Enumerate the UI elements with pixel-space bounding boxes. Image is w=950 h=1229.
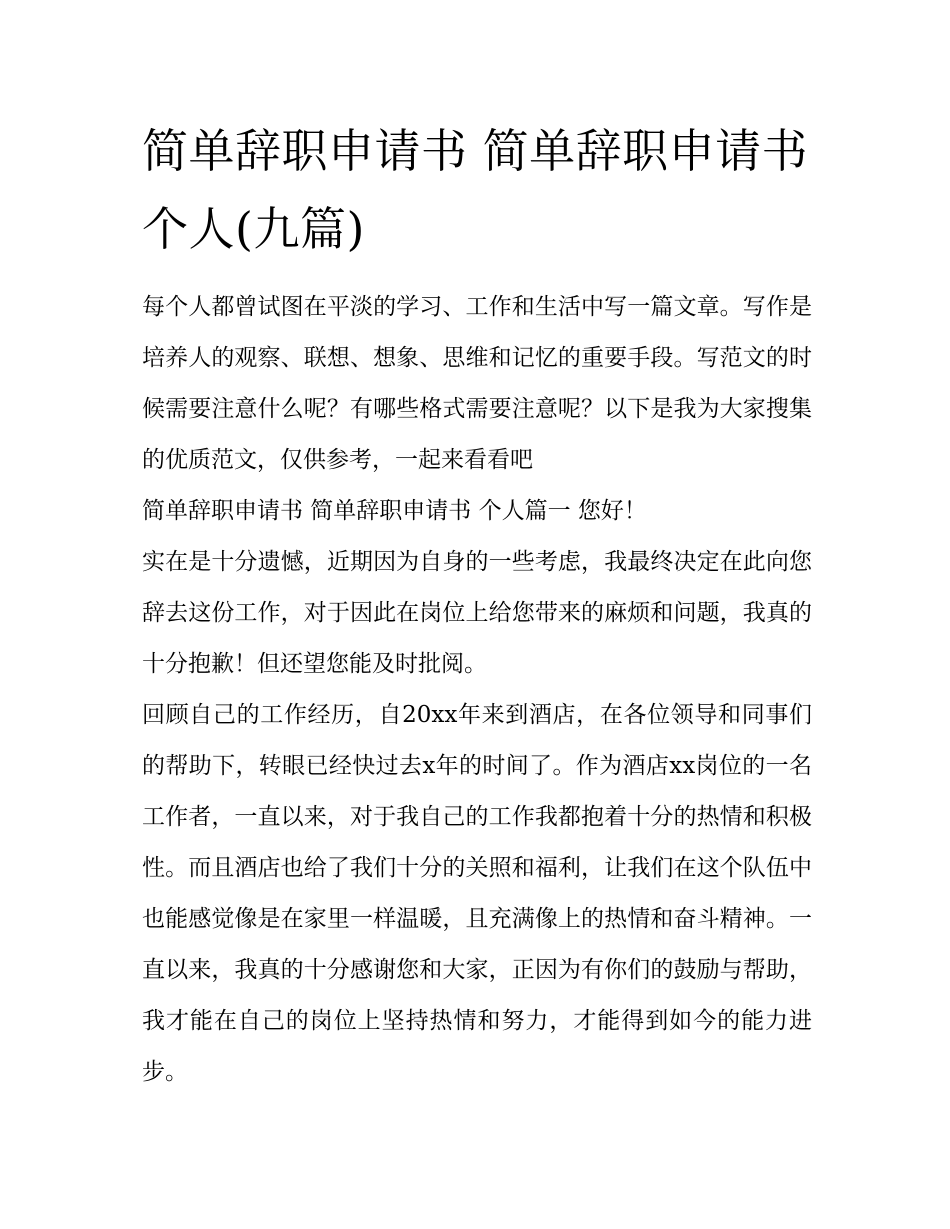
document-content — [142, 112, 812, 1098]
document-body — [142, 282, 812, 1098]
paragraph-resignation: 实在是十分遗憾，近期因为自身的一些考虑，我最终决定在此向您辞去这份工作，对于因此在岗位上给您带来的麻烦和问题，我真的十分抱歉！但还望您能及时批阅。 — [142, 549, 812, 677]
paragraph-work-history: 回顾自己的工作经历，自20xx年来到酒店，在各位领导和同事们的帮助下，转眼已经快过去x年的时间了。作为酒店xx岗位的一名工作者，一直以来，对于我自己的工作我都抱着十分的热情和积极性。而且酒店也给了我们十分的关照和福利，让我们在这个队伍中也能感觉像是在家里一样温暖，且充满像上的热情和奋斗精神。一直以来，我真的十分感谢您和大家，正因为有你们的鼓励与帮助，我才能在自己的岗位上坚持热情和努力，才能得到如今的能力进步。 — [142, 702, 812, 1085]
paragraph-intro: 每个人都曾试图在平淡的学习、工作和生活中写一篇文章。写作是培养人的观察、联想、想象、思维和记忆的重要手段。写范文的时候需要注意什么呢？有哪些格式需要注意呢？以下是我为大家搜集的优质范文，仅供参考，一起来看看吧 — [142, 294, 812, 473]
paragraph-section-heading: 简单辞职申请书 简单辞职申请书 个人篇一 您好！ — [142, 498, 647, 524]
document-title: 简单辞职申请书 简单辞职申请书 个人(九篇) — [142, 124, 809, 256]
